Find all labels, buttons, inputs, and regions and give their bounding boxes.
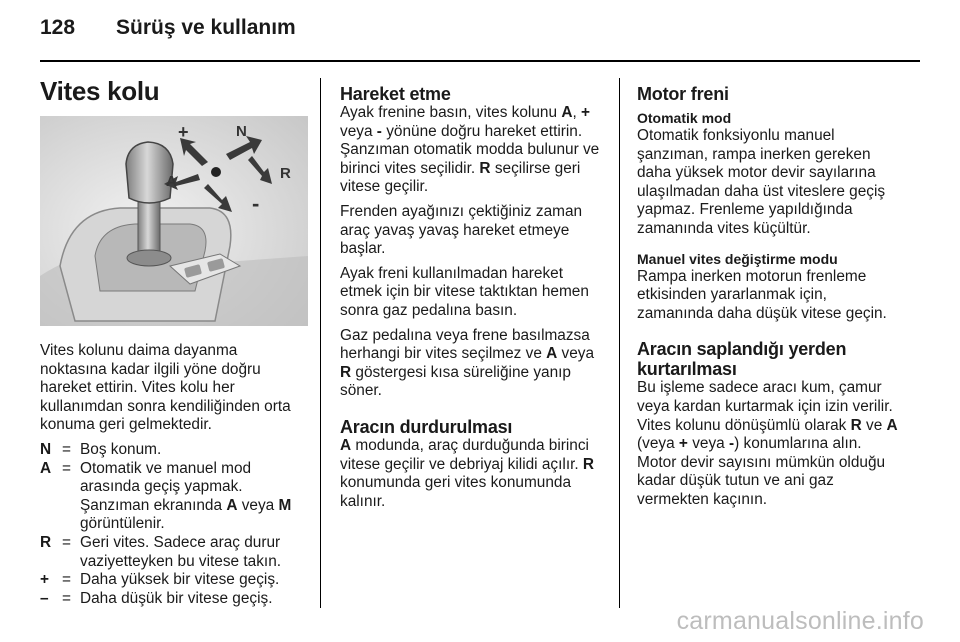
subheading-otomatik-mod: Otomatik mod — [637, 110, 732, 126]
heading-hareket-etme: Hareket etme — [340, 84, 451, 104]
column-2 — [340, 84, 608, 517]
label-n: N — [236, 123, 247, 140]
paragraph: Frenden ayağınızı çektiğiniz zaman araç yavaş yavaş hareket etmeye başlar. — [340, 202, 583, 258]
definition-key: R — [40, 533, 52, 551]
paragraph: Ayak frenine basın, vites kolunu A, + veya - yönüne doğru hareket ettirin. Şanzıman otomatik modda bulunur ve birinci vites seçilidir. R seçilirse geri vitese geçilir. — [340, 104, 600, 196]
definition-equals: = — [62, 571, 71, 589]
definition-key: N — [40, 440, 52, 458]
definition-text: Daha yüksek bir vitese geçiş. — [80, 571, 280, 589]
intro-paragraph: Vites kolunu daima dayanma noktasına kadar ilgili yöne doğru hareket ettirin. Vites kolu her kullanımdan sonra kendiliğinden orta konuma geri gelmektedir. — [40, 342, 291, 434]
gear-lever-illustration — [40, 116, 308, 326]
heading-kurtarma: Aracın saplandığı yerden kurtarılması — [637, 339, 847, 380]
label-a: A — [166, 173, 177, 190]
header-divider — [40, 60, 920, 62]
subheading-manuel-mod: Manuel vites değiştirme modu — [637, 250, 838, 267]
definition-row — [40, 460, 308, 534]
definition-equals: = — [62, 440, 71, 458]
definition-row — [40, 590, 308, 609]
definition-equals: = — [62, 459, 71, 477]
page-number: 128 — [40, 16, 76, 39]
heading-motor-freni: Motor freni — [637, 84, 729, 104]
section-title: Sürüş ve kullanım — [116, 16, 296, 39]
column-divider — [320, 78, 321, 608]
definition-row — [40, 534, 308, 571]
definition-text: Boş konum. — [80, 440, 162, 458]
definition-key: A — [40, 459, 52, 477]
definition-equals: = — [62, 589, 71, 607]
label-r: R — [280, 165, 291, 182]
definition-text: Geri vites. Sadece araç durur vaziyetteyken bu vitese takın. — [80, 533, 282, 570]
watermark: carmanualsonline.info — [676, 607, 924, 635]
label-minus: - — [252, 191, 260, 216]
paragraph: A modunda, araç durduğunda birinci vitese geçilir ve debriyaj kilidi açılır. R konumunda geri vites konumunda kalınır. — [340, 436, 595, 510]
column-1 — [40, 76, 308, 608]
definition-row — [40, 571, 308, 590]
page-title: Vites kolu — [40, 76, 160, 106]
definition-equals: = — [62, 533, 71, 551]
paragraph: Bu işleme sadece aracı kum, çamur veya kardan kurtarmak için izin verilir. Vites kolunu dönüşümlü olarak R ve A (veya + veya -) konumlarına alın. Motor devir sayısını mümkün olduğu kadar düşük tutun ve ani gaz vermekten kaçının. — [637, 379, 898, 508]
page-header — [40, 16, 920, 56]
paragraph: Rampa inerken motorun frenleme etkisinden yararlanmak için, zamanında daha düşük vitese geçin. — [637, 267, 887, 322]
column-3 — [637, 84, 905, 516]
definition-text: Otomatik ve manuel mod arasında geçiş yapmak. Şanzıman ekranında A veya M görüntülenir. — [80, 459, 292, 533]
definition-key: – — [40, 589, 49, 607]
definition-key: + — [40, 571, 49, 589]
paragraph: Gaz pedalına veya frene basılmazsa herhangi bir vites seçilmez ve A veya R göstergesi kısa süreliğine yanıp söner. — [340, 326, 595, 400]
paragraph: Ayak freni kullanılmadan hareket etmek için bir vitese taktıktan hemen sonra gaz pedalına basın. — [340, 264, 589, 319]
paragraph: Otomatik fonksiyonlu manuel şanzıman, rampa inerken gereken daha yüksek motor devir sayılarına ulaşılmadan daha üst viteslere geçiş yapmaz. Frenleme yapıldığında zamanında vites küçültür. — [637, 127, 886, 237]
definition-list — [40, 441, 308, 608]
column-divider — [619, 78, 620, 608]
heading-aracin-durdurulmasi: Aracın durdurulması — [340, 416, 513, 437]
definition-text: Daha düşük bir vitese geçiş. — [80, 589, 273, 607]
definition-row — [40, 441, 308, 460]
label-plus: + — [178, 122, 189, 142]
